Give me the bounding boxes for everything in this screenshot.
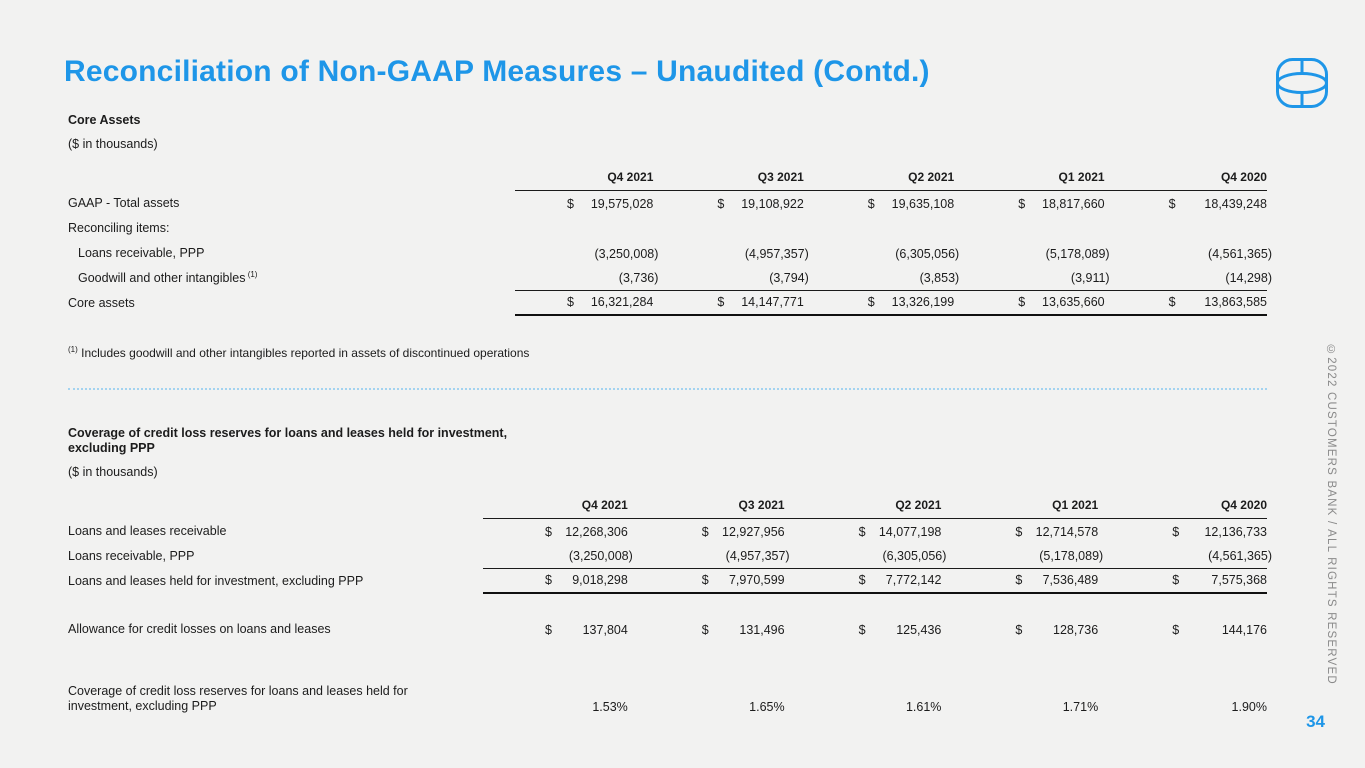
- cell-value: 19,575,028: [590, 197, 654, 211]
- dotted-divider: [68, 388, 1267, 390]
- table-row: [68, 216, 1267, 241]
- currency-symbol: $: [567, 295, 574, 309]
- value-cell: [797, 519, 954, 544]
- value-cell: [640, 569, 797, 594]
- value-cell: [640, 519, 797, 544]
- currency-symbol: $: [1168, 197, 1176, 211]
- row-label: Goodwill and other intangibles $^{(1)}$: [78, 269, 258, 285]
- section-units: ($ in thousands): [68, 465, 158, 479]
- column-header: Q2 2021: [797, 498, 954, 519]
- row-label: Allowance for credit losses on loans and leases: [68, 622, 331, 636]
- cell-value: 7,772,142: [885, 573, 942, 587]
- value-cell: [797, 544, 954, 569]
- value-cell: [1110, 617, 1267, 642]
- row-label: Core assets: [68, 296, 135, 310]
- cell-value: 12,268,306: [565, 525, 628, 539]
- currency-symbol: $: [1018, 295, 1026, 309]
- column-header: Q4 2021: [515, 170, 665, 191]
- table-row: [68, 266, 1272, 291]
- currency-symbol: $: [545, 623, 552, 637]
- cell-value: 7,536,489: [1042, 573, 1099, 587]
- value-cell: [665, 191, 815, 216]
- value-cell: [1117, 216, 1267, 241]
- row-label: Loans receivable, PPP: [78, 246, 205, 260]
- currency-symbol: $: [701, 573, 709, 587]
- value-cell: [515, 191, 665, 216]
- value-cell: [953, 519, 1110, 544]
- currency-symbol: $: [717, 197, 725, 211]
- cell-value: 1.71%: [1062, 700, 1099, 714]
- cell-value: 12,136,733: [1204, 525, 1267, 539]
- cell-value: (14,298): [1225, 271, 1272, 285]
- cell-value: 7,970,599: [728, 573, 785, 587]
- column-header: Q3 2021: [640, 498, 797, 519]
- cell-value: 1.65%: [749, 700, 785, 714]
- currency-symbol: $: [858, 623, 866, 637]
- cell-value: 14,077,198: [878, 525, 942, 539]
- cell-value: (3,911): [1070, 271, 1110, 285]
- cell-value: (4,561,365): [1208, 247, 1272, 261]
- value-cell: [640, 617, 797, 642]
- value-cell: [966, 241, 1116, 266]
- value-cell: [816, 241, 966, 266]
- cell-value: (3,250,008): [568, 549, 633, 563]
- cell-value: (3,736): [618, 271, 659, 285]
- column-header: Q1 2021: [966, 170, 1116, 191]
- value-cell: [665, 266, 815, 291]
- footnote: [68, 345, 1267, 360]
- coverage-table: [68, 495, 1272, 719]
- value-cell: [483, 519, 640, 544]
- currency-symbol: $: [545, 573, 552, 587]
- cell-value: 16,321,284: [590, 295, 654, 309]
- currency-symbol: $: [867, 295, 875, 309]
- cell-value: 19,635,108: [891, 197, 955, 211]
- value-cell: [797, 569, 954, 594]
- cell-value: 13,635,660: [1042, 295, 1105, 309]
- row-label: GAAP - Total assets: [68, 196, 180, 210]
- value-cell: [515, 266, 665, 291]
- cell-value: (3,853): [919, 271, 960, 285]
- value-cell: [1110, 694, 1267, 719]
- value-cell: [483, 617, 640, 642]
- table-header-row: [68, 167, 1267, 191]
- column-header: Q4 2020: [1110, 498, 1267, 519]
- value-cell: [1110, 544, 1272, 569]
- value-cell: [1110, 519, 1267, 544]
- column-header: Q4 2020: [1117, 170, 1267, 191]
- page-title: Reconciliation of Non-GAAP Measures – Unaudited (Contd.): [64, 55, 930, 88]
- cell-value: 1.90%: [1231, 700, 1267, 714]
- row-label: Loans and leases held for investment, excluding PPP: [68, 574, 364, 588]
- currency-symbol: $: [1018, 197, 1026, 211]
- cell-value: (6,305,056): [895, 247, 960, 261]
- row-label-superscript: (1): [245, 269, 258, 279]
- cell-value: 1.61%: [905, 700, 942, 714]
- value-cell: [816, 266, 966, 291]
- value-cell: [665, 241, 815, 266]
- currency-symbol: $: [1015, 623, 1023, 637]
- value-cell: [816, 191, 966, 216]
- cell-value: (4,957,357): [744, 247, 809, 261]
- value-cell: [515, 291, 665, 316]
- currency-symbol: $: [858, 573, 866, 587]
- value-cell: [1110, 569, 1267, 594]
- currency-symbol: $: [545, 525, 552, 539]
- cell-value: 13,326,199: [891, 295, 955, 309]
- value-cell: [953, 544, 1110, 569]
- table-row: [68, 291, 1267, 316]
- cell-value: 7,575,368: [1211, 573, 1267, 587]
- table-row: [68, 617, 1267, 642]
- currency-symbol: $: [1015, 525, 1023, 539]
- value-cell: [640, 694, 797, 719]
- table-row: [68, 544, 1272, 569]
- cell-value: (3,250,008): [594, 247, 659, 261]
- value-cell: [797, 617, 954, 642]
- currency-symbol: $: [717, 295, 725, 309]
- currency-symbol: $: [701, 623, 709, 637]
- value-cell: [966, 216, 1116, 241]
- value-cell: [953, 569, 1110, 594]
- cell-value: 12,927,956: [722, 525, 785, 539]
- cell-value: 9,018,298: [572, 573, 628, 587]
- value-cell: [515, 216, 665, 241]
- value-cell: [953, 694, 1110, 719]
- cell-value: 1.53%: [592, 700, 628, 714]
- cell-value: 18,439,248: [1204, 197, 1267, 211]
- row-label: Reconciling items:: [68, 221, 170, 235]
- value-cell: [966, 266, 1116, 291]
- footnote-superscript: (1): [68, 345, 78, 354]
- column-header: Q1 2021: [953, 498, 1110, 519]
- cell-value: 131,496: [739, 623, 785, 637]
- currency-symbol: $: [1015, 573, 1023, 587]
- cell-value: 137,804: [582, 623, 628, 637]
- copyright-text: ©2022 CUSTOMERS BANK / ALL RIGHTS RESERVED: [1325, 344, 1337, 685]
- currency-symbol: $: [567, 197, 574, 211]
- section-units: ($ in thousands): [68, 137, 158, 151]
- column-header: Q4 2021: [483, 498, 640, 519]
- value-cell: [1117, 241, 1272, 266]
- row-label: Loans and leases receivable: [68, 524, 227, 538]
- currency-symbol: $: [1172, 623, 1180, 637]
- value-cell: [515, 241, 665, 266]
- section-core-assets: [68, 113, 1272, 360]
- value-cell: [665, 216, 815, 241]
- cell-value: 18,817,660: [1042, 197, 1105, 211]
- cell-value: 12,714,578: [1035, 525, 1099, 539]
- cell-value: 125,436: [896, 623, 942, 637]
- currency-symbol: $: [1172, 525, 1180, 539]
- value-cell: [483, 694, 640, 719]
- page-number: 34: [1306, 712, 1325, 731]
- cell-value: 19,108,922: [741, 197, 804, 211]
- currency-symbol: $: [701, 525, 709, 539]
- value-cell: [640, 544, 797, 569]
- value-cell: [816, 216, 966, 241]
- value-cell: [483, 544, 640, 569]
- value-cell: [966, 291, 1116, 316]
- section-coverage-credit-loss: [68, 426, 1272, 719]
- currency-symbol: $: [858, 525, 866, 539]
- value-cell: [1117, 291, 1267, 316]
- cell-value: 144,176: [1221, 623, 1267, 637]
- section-heading: Core Assets: [68, 113, 141, 127]
- table-row: [68, 519, 1267, 544]
- currency-symbol: $: [867, 197, 875, 211]
- column-header: Q2 2021: [816, 170, 966, 191]
- core-assets-table: [68, 167, 1272, 316]
- header-label-spacer: [68, 186, 515, 191]
- value-cell: [797, 694, 954, 719]
- row-label: Loans receivable, PPP: [68, 549, 195, 563]
- cell-value: (4,561,365): [1208, 549, 1272, 563]
- cell-value: (4,957,357): [725, 549, 790, 563]
- cell-value: (5,178,089): [1039, 549, 1104, 563]
- footnote-text: Includes goodwill and other intangibles reported in assets of discontinued operations: [77, 346, 530, 360]
- value-cell: [483, 569, 640, 594]
- table-row: [68, 684, 1267, 719]
- table-header-row: [68, 495, 1267, 519]
- value-cell: [1117, 191, 1267, 216]
- section-heading: Coverage of credit loss reserves for loans and leases held for investment, excluding PPP: [68, 426, 508, 455]
- value-cell: [1117, 266, 1272, 291]
- cell-value: (6,305,056): [882, 549, 947, 563]
- cell-value: (5,178,089): [1045, 247, 1110, 261]
- header-label-spacer: [68, 514, 483, 519]
- value-cell: [816, 291, 966, 316]
- value-cell: [953, 617, 1110, 642]
- currency-symbol: $: [1172, 573, 1180, 587]
- cell-value: 128,736: [1053, 623, 1099, 637]
- cell-value: 13,863,585: [1204, 295, 1267, 309]
- cell-value: 14,147,771: [741, 295, 804, 309]
- table-row: [68, 191, 1267, 216]
- table-row: [68, 569, 1267, 594]
- table-row: [68, 241, 1272, 266]
- currency-symbol: $: [1168, 295, 1176, 309]
- value-cell: [966, 191, 1116, 216]
- column-header: Q3 2021: [665, 170, 815, 191]
- cell-value: (3,794): [769, 271, 809, 285]
- row-label: Coverage of credit loss reserves for loans and leases held for investment, excluding PPP: [68, 684, 408, 713]
- value-cell: [665, 291, 815, 316]
- customers-bank-logo-icon: [1275, 57, 1329, 109]
